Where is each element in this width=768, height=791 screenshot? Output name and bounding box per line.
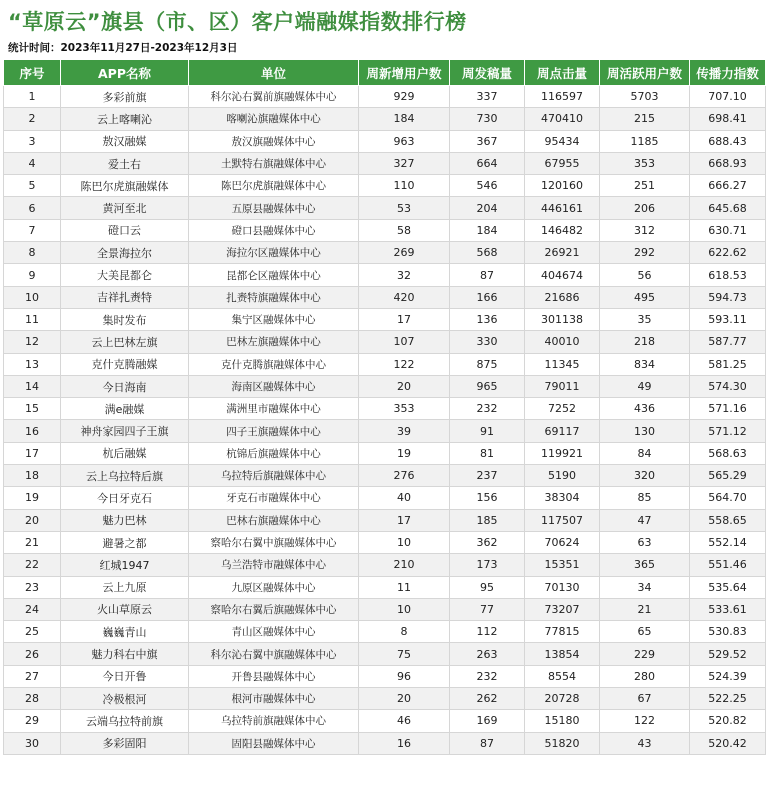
cell-app-name: 大美昆都仑 xyxy=(61,264,189,286)
cell-weekly-clicks: 146482 xyxy=(525,219,600,241)
table-row xyxy=(4,152,766,174)
cell-unit: 海南区融媒体中心 xyxy=(189,375,359,397)
cell-weekly-posts: 81 xyxy=(450,442,525,464)
cell-influence-index: 552.14 xyxy=(690,531,766,553)
cell-app-name: 克什克腾融媒 xyxy=(61,353,189,375)
cell-weekly-active-users: 229 xyxy=(600,643,690,665)
cell-rank: 22 xyxy=(4,554,61,576)
cell-app-name: 红城1947 xyxy=(61,554,189,576)
cell-rank: 24 xyxy=(4,598,61,620)
cell-weekly-clicks: 67955 xyxy=(525,152,600,174)
cell-influence-index: 558.65 xyxy=(690,509,766,531)
table-row xyxy=(4,732,766,754)
cell-weekly-new-users: 110 xyxy=(359,175,450,197)
cell-unit: 集宁区融媒体中心 xyxy=(189,308,359,330)
cell-app-name: 今日海南 xyxy=(61,375,189,397)
table-header-row xyxy=(4,60,766,86)
cell-weekly-posts: 362 xyxy=(450,531,525,553)
cell-rank: 10 xyxy=(4,286,61,308)
cell-weekly-active-users: 122 xyxy=(600,710,690,732)
table-row xyxy=(4,108,766,130)
cell-weekly-new-users: 17 xyxy=(359,509,450,531)
cell-rank: 6 xyxy=(4,197,61,219)
cell-app-name: 云上喀喇沁 xyxy=(61,108,189,130)
table-row xyxy=(4,643,766,665)
statistics-period: 统计时间：2023年11月27日-2023年12月3日 xyxy=(8,42,238,54)
cell-weekly-new-users: 10 xyxy=(359,531,450,553)
table-row xyxy=(4,242,766,264)
cell-weekly-clicks: 20728 xyxy=(525,688,600,710)
cell-unit: 科尔沁右翼中旗融媒体中心 xyxy=(189,643,359,665)
table-row xyxy=(4,665,766,687)
cell-app-name: 杭后融媒 xyxy=(61,442,189,464)
cell-weekly-active-users: 65 xyxy=(600,621,690,643)
cell-app-name: 云端乌拉特前旗 xyxy=(61,710,189,732)
cell-weekly-clicks: 26921 xyxy=(525,242,600,264)
cell-weekly-posts: 367 xyxy=(450,130,525,152)
cell-weekly-active-users: 67 xyxy=(600,688,690,710)
cell-influence-index: 520.42 xyxy=(690,732,766,754)
cell-weekly-active-users: 49 xyxy=(600,375,690,397)
cell-influence-index: 618.53 xyxy=(690,264,766,286)
cell-app-name: 避暑之都 xyxy=(61,531,189,553)
cell-weekly-posts: 730 xyxy=(450,108,525,130)
cell-weekly-clicks: 79011 xyxy=(525,375,600,397)
cell-weekly-posts: 87 xyxy=(450,732,525,754)
cell-weekly-active-users: 56 xyxy=(600,264,690,286)
cell-weekly-active-users: 218 xyxy=(600,331,690,353)
cell-weekly-active-users: 215 xyxy=(600,108,690,130)
header-weekly-new-users: 周新增用户数 xyxy=(359,60,450,86)
cell-weekly-clicks: 116597 xyxy=(525,86,600,108)
cell-weekly-clicks: 51820 xyxy=(525,732,600,754)
cell-app-name: 魅力科右中旗 xyxy=(61,643,189,665)
cell-rank: 8 xyxy=(4,242,61,264)
cell-weekly-clicks: 301138 xyxy=(525,308,600,330)
cell-weekly-active-users: 5703 xyxy=(600,86,690,108)
cell-weekly-clicks: 7252 xyxy=(525,398,600,420)
cell-weekly-active-users: 353 xyxy=(600,152,690,174)
table-row xyxy=(4,531,766,553)
table-row xyxy=(4,130,766,152)
cell-unit: 巴林左旗融媒体中心 xyxy=(189,331,359,353)
cell-weekly-active-users: 84 xyxy=(600,442,690,464)
header-unit: 单位 xyxy=(189,60,359,86)
cell-influence-index: 688.43 xyxy=(690,130,766,152)
cell-influence-index: 520.82 xyxy=(690,710,766,732)
cell-weekly-clicks: 404674 xyxy=(525,264,600,286)
table-row xyxy=(4,175,766,197)
cell-weekly-active-users: 280 xyxy=(600,665,690,687)
cell-weekly-posts: 87 xyxy=(450,264,525,286)
cell-rank: 21 xyxy=(4,531,61,553)
cell-app-name: 多彩前旗 xyxy=(61,86,189,108)
table-row xyxy=(4,576,766,598)
cell-weekly-posts: 184 xyxy=(450,219,525,241)
table-row xyxy=(4,219,766,241)
cell-weekly-posts: 156 xyxy=(450,487,525,509)
cell-influence-index: 551.46 xyxy=(690,554,766,576)
header-weekly-active-users: 周活跃用户数 xyxy=(600,60,690,86)
cell-rank: 19 xyxy=(4,487,61,509)
cell-app-name: 云上巴林左旗 xyxy=(61,331,189,353)
cell-influence-index: 594.73 xyxy=(690,286,766,308)
cell-weekly-clicks: 11345 xyxy=(525,353,600,375)
cell-weekly-clicks: 38304 xyxy=(525,487,600,509)
cell-weekly-new-users: 122 xyxy=(359,353,450,375)
cell-influence-index: 571.16 xyxy=(690,398,766,420)
cell-weekly-clicks: 21686 xyxy=(525,286,600,308)
cell-weekly-new-users: 16 xyxy=(359,732,450,754)
cell-weekly-clicks: 77815 xyxy=(525,621,600,643)
cell-weekly-active-users: 834 xyxy=(600,353,690,375)
cell-app-name: 陈巴尔虎旗融媒体 xyxy=(61,175,189,197)
cell-weekly-new-users: 75 xyxy=(359,643,450,665)
cell-influence-index: 622.62 xyxy=(690,242,766,264)
cell-unit: 乌拉特后旗融媒体中心 xyxy=(189,465,359,487)
cell-unit: 乌兰浩特市融媒体中心 xyxy=(189,554,359,576)
cell-weekly-active-users: 130 xyxy=(600,420,690,442)
cell-unit: 杭锦后旗融媒体中心 xyxy=(189,442,359,464)
table-row xyxy=(4,331,766,353)
cell-weekly-posts: 263 xyxy=(450,643,525,665)
cell-rank: 15 xyxy=(4,398,61,420)
table-row xyxy=(4,688,766,710)
cell-weekly-clicks: 73207 xyxy=(525,598,600,620)
cell-app-name: 云上乌拉特后旗 xyxy=(61,465,189,487)
cell-unit: 陈巴尔虎旗融媒体中心 xyxy=(189,175,359,197)
cell-weekly-posts: 166 xyxy=(450,286,525,308)
cell-unit: 四子王旗融媒体中心 xyxy=(189,420,359,442)
cell-weekly-active-users: 1185 xyxy=(600,130,690,152)
cell-unit: 土默特右旗融媒体中心 xyxy=(189,152,359,174)
cell-weekly-posts: 232 xyxy=(450,665,525,687)
cell-rank: 30 xyxy=(4,732,61,754)
cell-weekly-new-users: 327 xyxy=(359,152,450,174)
cell-weekly-active-users: 63 xyxy=(600,531,690,553)
cell-unit: 根河市融媒体中心 xyxy=(189,688,359,710)
cell-influence-index: 698.41 xyxy=(690,108,766,130)
cell-weekly-posts: 337 xyxy=(450,86,525,108)
table-row xyxy=(4,509,766,531)
cell-weekly-new-users: 20 xyxy=(359,688,450,710)
cell-weekly-new-users: 420 xyxy=(359,286,450,308)
table-row xyxy=(4,710,766,732)
cell-rank: 5 xyxy=(4,175,61,197)
cell-rank: 16 xyxy=(4,420,61,442)
cell-weekly-active-users: 43 xyxy=(600,732,690,754)
cell-weekly-active-users: 47 xyxy=(600,509,690,531)
cell-weekly-clicks: 13854 xyxy=(525,643,600,665)
cell-weekly-active-users: 35 xyxy=(600,308,690,330)
cell-rank: 12 xyxy=(4,331,61,353)
cell-weekly-clicks: 117507 xyxy=(525,509,600,531)
header-influence-index: 传播力指数 xyxy=(690,60,766,86)
table-row xyxy=(4,554,766,576)
cell-weekly-posts: 237 xyxy=(450,465,525,487)
cell-app-name: 今日开鲁 xyxy=(61,665,189,687)
cell-unit: 九原区融媒体中心 xyxy=(189,576,359,598)
cell-app-name: 神舟家园四子王旗 xyxy=(61,420,189,442)
table-row xyxy=(4,598,766,620)
cell-influence-index: 707.10 xyxy=(690,86,766,108)
cell-weekly-clicks: 5190 xyxy=(525,465,600,487)
cell-weekly-clicks: 446161 xyxy=(525,197,600,219)
cell-weekly-new-users: 32 xyxy=(359,264,450,286)
cell-weekly-active-users: 495 xyxy=(600,286,690,308)
cell-app-name: 吉祥扎赉特 xyxy=(61,286,189,308)
table-row xyxy=(4,621,766,643)
cell-weekly-active-users: 251 xyxy=(600,175,690,197)
cell-weekly-posts: 204 xyxy=(450,197,525,219)
cell-influence-index: 645.68 xyxy=(690,197,766,219)
cell-weekly-posts: 173 xyxy=(450,554,525,576)
cell-weekly-clicks: 95434 xyxy=(525,130,600,152)
cell-weekly-posts: 568 xyxy=(450,242,525,264)
cell-weekly-clicks: 470410 xyxy=(525,108,600,130)
cell-influence-index: 587.77 xyxy=(690,331,766,353)
cell-unit: 巴林右旗融媒体中心 xyxy=(189,509,359,531)
cell-rank: 3 xyxy=(4,130,61,152)
cell-unit: 扎赉特旗融媒体中心 xyxy=(189,286,359,308)
table-row xyxy=(4,465,766,487)
cell-weekly-clicks: 40010 xyxy=(525,331,600,353)
cell-weekly-clicks: 119921 xyxy=(525,442,600,464)
cell-rank: 18 xyxy=(4,465,61,487)
cell-weekly-active-users: 312 xyxy=(600,219,690,241)
table-row xyxy=(4,398,766,420)
cell-influence-index: 565.29 xyxy=(690,465,766,487)
cell-influence-index: 666.27 xyxy=(690,175,766,197)
cell-app-name: 火山草原云 xyxy=(61,598,189,620)
table-row xyxy=(4,308,766,330)
table-row xyxy=(4,264,766,286)
cell-weekly-clicks: 15180 xyxy=(525,710,600,732)
cell-weekly-clicks: 69117 xyxy=(525,420,600,442)
cell-rank: 4 xyxy=(4,152,61,174)
cell-unit: 开鲁县融媒体中心 xyxy=(189,665,359,687)
table-row xyxy=(4,420,766,442)
cell-rank: 1 xyxy=(4,86,61,108)
cell-weekly-posts: 112 xyxy=(450,621,525,643)
cell-weekly-posts: 330 xyxy=(450,331,525,353)
cell-weekly-posts: 875 xyxy=(450,353,525,375)
cell-influence-index: 630.71 xyxy=(690,219,766,241)
cell-app-name: 磴口云 xyxy=(61,219,189,241)
cell-weekly-clicks: 120160 xyxy=(525,175,600,197)
cell-weekly-new-users: 929 xyxy=(359,86,450,108)
cell-app-name: 巍巍青山 xyxy=(61,621,189,643)
cell-weekly-new-users: 8 xyxy=(359,621,450,643)
cell-rank: 27 xyxy=(4,665,61,687)
header-weekly-posts: 周发稿量 xyxy=(450,60,525,86)
cell-unit: 五原县融媒体中心 xyxy=(189,197,359,219)
cell-weekly-posts: 95 xyxy=(450,576,525,598)
cell-weekly-posts: 262 xyxy=(450,688,525,710)
cell-app-name: 爱土右 xyxy=(61,152,189,174)
cell-app-name: 冷极根河 xyxy=(61,688,189,710)
cell-rank: 29 xyxy=(4,710,61,732)
cell-unit: 克什克腾旗融媒体中心 xyxy=(189,353,359,375)
cell-weekly-posts: 169 xyxy=(450,710,525,732)
cell-unit: 青山区融媒体中心 xyxy=(189,621,359,643)
cell-weekly-new-users: 10 xyxy=(359,598,450,620)
cell-unit: 海拉尔区融媒体中心 xyxy=(189,242,359,264)
cell-weekly-clicks: 70130 xyxy=(525,576,600,598)
cell-weekly-new-users: 353 xyxy=(359,398,450,420)
cell-weekly-new-users: 184 xyxy=(359,108,450,130)
cell-weekly-active-users: 85 xyxy=(600,487,690,509)
cell-influence-index: 668.93 xyxy=(690,152,766,174)
cell-influence-index: 568.63 xyxy=(690,442,766,464)
cell-weekly-new-users: 58 xyxy=(359,219,450,241)
page-title: “草原云”旗县（市、区）客户端融媒指数排行榜 xyxy=(8,10,467,34)
cell-rank: 13 xyxy=(4,353,61,375)
cell-app-name: 黄河至北 xyxy=(61,197,189,219)
cell-weekly-posts: 185 xyxy=(450,509,525,531)
cell-weekly-active-users: 206 xyxy=(600,197,690,219)
cell-influence-index: 535.64 xyxy=(690,576,766,598)
cell-rank: 11 xyxy=(4,308,61,330)
cell-unit: 乌拉特前旗融媒体中心 xyxy=(189,710,359,732)
cell-weekly-active-users: 365 xyxy=(600,554,690,576)
cell-influence-index: 581.25 xyxy=(690,353,766,375)
cell-influence-index: 524.39 xyxy=(690,665,766,687)
cell-app-name: 敖汉融媒 xyxy=(61,130,189,152)
cell-app-name: 今日牙克石 xyxy=(61,487,189,509)
cell-unit: 牙克石市融媒体中心 xyxy=(189,487,359,509)
cell-app-name: 云上九原 xyxy=(61,576,189,598)
cell-weekly-active-users: 292 xyxy=(600,242,690,264)
cell-influence-index: 571.12 xyxy=(690,420,766,442)
cell-weekly-active-users: 34 xyxy=(600,576,690,598)
table-row xyxy=(4,286,766,308)
cell-rank: 17 xyxy=(4,442,61,464)
cell-weekly-posts: 77 xyxy=(450,598,525,620)
cell-weekly-new-users: 53 xyxy=(359,197,450,219)
cell-rank: 28 xyxy=(4,688,61,710)
cell-unit: 科尔沁右翼前旗融媒体中心 xyxy=(189,86,359,108)
cell-rank: 14 xyxy=(4,375,61,397)
cell-weekly-clicks: 8554 xyxy=(525,665,600,687)
cell-weekly-new-users: 107 xyxy=(359,331,450,353)
cell-weekly-new-users: 96 xyxy=(359,665,450,687)
cell-unit: 满洲里市融媒体中心 xyxy=(189,398,359,420)
cell-influence-index: 530.83 xyxy=(690,621,766,643)
table-row xyxy=(4,442,766,464)
cell-weekly-clicks: 70624 xyxy=(525,531,600,553)
cell-influence-index: 529.52 xyxy=(690,643,766,665)
cell-weekly-new-users: 39 xyxy=(359,420,450,442)
cell-weekly-new-users: 276 xyxy=(359,465,450,487)
cell-weekly-active-users: 320 xyxy=(600,465,690,487)
cell-rank: 23 xyxy=(4,576,61,598)
cell-app-name: 满e融媒 xyxy=(61,398,189,420)
table-row xyxy=(4,197,766,219)
cell-weekly-posts: 546 xyxy=(450,175,525,197)
cell-weekly-new-users: 269 xyxy=(359,242,450,264)
cell-unit: 昆都仑区融媒体中心 xyxy=(189,264,359,286)
cell-rank: 20 xyxy=(4,509,61,531)
cell-weekly-new-users: 17 xyxy=(359,308,450,330)
cell-unit: 敖汉旗融媒体中心 xyxy=(189,130,359,152)
cell-weekly-active-users: 21 xyxy=(600,598,690,620)
cell-weekly-posts: 91 xyxy=(450,420,525,442)
table-row xyxy=(4,86,766,108)
cell-app-name: 魅力巴林 xyxy=(61,509,189,531)
table-row xyxy=(4,375,766,397)
cell-app-name: 集时发布 xyxy=(61,308,189,330)
cell-weekly-clicks: 15351 xyxy=(525,554,600,576)
cell-rank: 9 xyxy=(4,264,61,286)
cell-influence-index: 574.30 xyxy=(690,375,766,397)
table-row xyxy=(4,353,766,375)
cell-weekly-new-users: 20 xyxy=(359,375,450,397)
cell-unit: 喀喇沁旗融媒体中心 xyxy=(189,108,359,130)
table-row xyxy=(4,487,766,509)
ranking-table xyxy=(3,59,766,755)
cell-weekly-posts: 664 xyxy=(450,152,525,174)
header-rank: 序号 xyxy=(4,60,61,86)
cell-unit: 察哈尔右翼后旗融媒体中心 xyxy=(189,598,359,620)
header-app-name: APP名称 xyxy=(61,60,189,86)
cell-weekly-new-users: 11 xyxy=(359,576,450,598)
cell-unit: 察哈尔右翼中旗融媒体中心 xyxy=(189,531,359,553)
cell-rank: 26 xyxy=(4,643,61,665)
header-weekly-clicks: 周点击量 xyxy=(525,60,600,86)
cell-app-name: 全景海拉尔 xyxy=(61,242,189,264)
cell-influence-index: 533.61 xyxy=(690,598,766,620)
cell-influence-index: 522.25 xyxy=(690,688,766,710)
cell-influence-index: 593.11 xyxy=(690,308,766,330)
cell-weekly-new-users: 40 xyxy=(359,487,450,509)
cell-weekly-new-users: 46 xyxy=(359,710,450,732)
cell-rank: 7 xyxy=(4,219,61,241)
cell-app-name: 多彩固阳 xyxy=(61,732,189,754)
cell-weekly-posts: 136 xyxy=(450,308,525,330)
cell-unit: 固阳县融媒体中心 xyxy=(189,732,359,754)
cell-rank: 2 xyxy=(4,108,61,130)
cell-weekly-posts: 965 xyxy=(450,375,525,397)
cell-weekly-new-users: 210 xyxy=(359,554,450,576)
cell-weekly-posts: 232 xyxy=(450,398,525,420)
table-body xyxy=(4,86,766,755)
cell-rank: 25 xyxy=(4,621,61,643)
cell-weekly-active-users: 436 xyxy=(600,398,690,420)
cell-unit: 磴口县融媒体中心 xyxy=(189,219,359,241)
cell-weekly-new-users: 19 xyxy=(359,442,450,464)
cell-weekly-new-users: 963 xyxy=(359,130,450,152)
cell-influence-index: 564.70 xyxy=(690,487,766,509)
